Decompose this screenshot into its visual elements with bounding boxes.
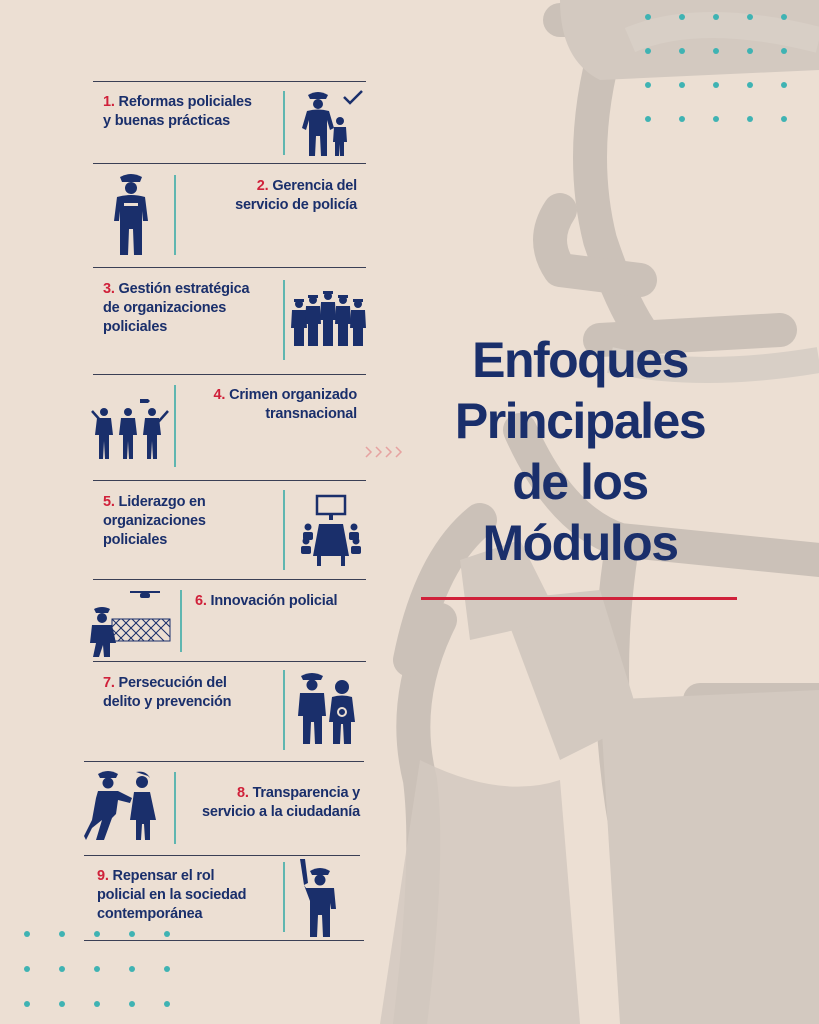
module-7: [103, 674, 283, 712]
divider: [93, 267, 366, 268]
divider: [84, 761, 364, 762]
officer-arrest-icon: [297, 670, 361, 746]
module-number: 3.: [103, 281, 115, 297]
module-number: 4.: [213, 387, 226, 403]
police-officer-with-child-icon: [298, 88, 368, 160]
page-title: [410, 330, 750, 574]
module-title-line: servicio a la ciudadanía: [202, 804, 360, 820]
decorative-dots-top-icon: [640, 10, 810, 130]
module-title-line: transnacional: [265, 406, 357, 422]
module-title-line: Transparencia y: [252, 785, 360, 801]
separator: [283, 670, 285, 750]
module-title-line: Crimen organizado: [229, 387, 357, 403]
divider: [84, 855, 360, 856]
separator: [174, 772, 176, 844]
officer-drone-icon: [84, 587, 174, 659]
divider: [93, 163, 366, 164]
separator: [283, 490, 285, 570]
module-title-line: organizaciones: [103, 513, 206, 529]
separator: [283, 280, 285, 360]
module-number: 1.: [103, 94, 115, 110]
module-number: 7.: [103, 675, 115, 691]
decorative-dots-bottom-icon: [20, 925, 190, 1015]
module-number: 8.: [237, 785, 249, 801]
divider: [93, 374, 366, 375]
officer-helping-citizen-icon: [84, 768, 164, 844]
chevrons-right-icon: [363, 444, 413, 460]
module-number: 5.: [103, 494, 115, 510]
module-title-line: de organizaciones: [103, 300, 227, 316]
separator: [174, 175, 176, 255]
module-9: [97, 867, 282, 924]
module-title-line: servicio de policía: [235, 197, 357, 213]
title-underline: [421, 597, 737, 600]
module-title-line: Reformas policiales: [118, 94, 252, 110]
module-number: 6.: [195, 593, 207, 609]
module-6: [195, 592, 365, 611]
page-title-line: Módulos: [482, 515, 678, 571]
page-title-line: Principales: [454, 393, 706, 449]
module-3: [103, 280, 283, 337]
divider: [93, 661, 366, 662]
module-8: [180, 784, 360, 822]
page-title-line: de los: [512, 454, 648, 510]
waving-officer-icon: [296, 857, 342, 939]
module-1: [103, 93, 283, 131]
module-title-line: Gerencia del: [272, 178, 357, 194]
divider: [93, 579, 366, 580]
separator: [283, 862, 285, 932]
module-5: [103, 493, 283, 550]
module-2: [180, 177, 357, 215]
police-officer-icon: [108, 171, 154, 257]
module-title-line: policiales: [103, 532, 168, 548]
module-title-line: policiales: [103, 319, 168, 335]
divider: [93, 480, 366, 481]
divider: [93, 81, 366, 82]
module-title-line: Liderazgo en: [118, 494, 206, 510]
module-title-line: contemporánea: [97, 906, 203, 922]
module-title-line: delito y prevención: [103, 694, 232, 710]
separator: [174, 385, 176, 467]
armed-officers-icon: [90, 397, 170, 461]
module-title-line: Innovación policial: [210, 593, 338, 609]
module-number: 9.: [97, 868, 109, 884]
module-title-line: Gestión estratégica: [118, 281, 250, 297]
module-title-line: y buenas prácticas: [103, 113, 230, 129]
police-group-icon: [289, 290, 369, 348]
separator: [283, 91, 285, 155]
module-title-line: Persecución del: [118, 675, 227, 691]
separator: [180, 590, 182, 652]
divider: [84, 940, 364, 941]
page-title-line: Enfoques: [472, 332, 688, 388]
module-title-line: policial en la sociedad: [97, 887, 247, 903]
module-4: [180, 386, 357, 424]
module-title-line: Repensar el rol: [112, 868, 215, 884]
meeting-table-icon: [297, 494, 365, 568]
module-number: 2.: [256, 178, 269, 194]
